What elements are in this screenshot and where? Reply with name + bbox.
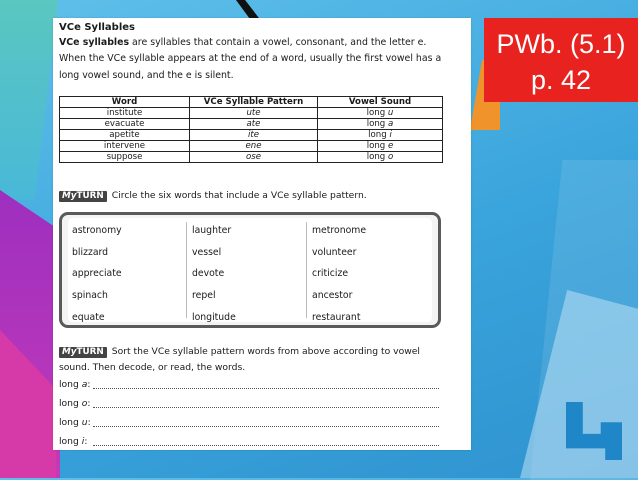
word-item[interactable]: volunteer [312,246,357,258]
table-cell-pattern: ute [190,108,318,119]
badge-line-2: p. 42 [530,65,592,95]
answer-label [59,398,90,409]
word-item[interactable]: devote [192,268,225,280]
table-cell-word: intervene [60,141,190,152]
intro-bold-term: VCe syllables [59,37,130,48]
sound-prefix: long [366,119,388,129]
table-cell-word: evacuate [60,119,190,130]
answer-label-suffix: : [87,379,91,390]
table-cell-sound [318,119,443,130]
table-row [60,141,443,152]
table-row [60,119,443,130]
sort-instruction-line1: Sort the VCe syllable pattern words from above according to vowel [111,346,420,357]
table-row [60,152,443,163]
sound-prefix: long [366,141,388,151]
answer-line-long-o[interactable] [59,397,439,411]
worksheet-page [53,18,471,450]
word-item[interactable]: laughter [192,225,232,236]
answer-label-prefix: long [59,436,82,447]
word-item[interactable]: longitude [192,311,236,323]
word-item[interactable]: ancestor [312,290,353,302]
answer-line-long-i[interactable] [59,435,439,449]
intro-line2: When the VCe syllable appears at the end of a word, usually the first vowel has a [59,53,442,65]
table-cell-pattern: ate [190,119,318,130]
sort-instruction-line2: sound. Then decode, or read, the words. [59,362,246,373]
badge-line-1: PWb. (5.1) [496,29,626,59]
answer-label-vowel: u [81,417,88,428]
table-header-word: Word [60,97,190,108]
table-cell-pattern: ene [190,141,318,152]
answer-label-prefix: long [59,398,82,409]
table-header-sound: Vowel Sound [318,97,443,108]
answer-label-suffix: : [87,417,91,428]
word-item[interactable]: appreciate [72,268,122,280]
answer-label [59,436,87,447]
table-row [60,108,443,119]
word-item[interactable]: vessel [192,246,222,258]
table-cell-sound [318,141,443,152]
answer-label-vowel: o [81,398,88,409]
sound-vowel: a [388,119,394,129]
answer-label-suffix: : [87,398,91,409]
table-cell-sound [318,108,443,119]
sound-prefix: long [366,152,388,162]
answer-write-line[interactable] [93,445,439,446]
answer-label-vowel: i [81,436,85,447]
word-item[interactable]: repel [192,290,216,302]
sound-vowel: u [387,108,394,118]
myturn-instruction-2 [59,344,459,376]
table-cell-word: suppose [60,152,190,163]
answer-label-prefix: long [59,379,82,390]
table-cell-sound [318,152,443,163]
intro-paragraph [59,35,465,84]
intro-line1: are syllables that contain a vowel, consonant, and the letter e. [129,37,427,48]
word-item[interactable]: blizzard [72,246,109,258]
worksheet-content [59,22,465,447]
table-header-pattern: VCe Syllable Pattern [190,97,318,108]
word-item[interactable]: astronomy [72,225,122,236]
answer-line-long-u[interactable] [59,416,439,430]
table-cell-word: institute [60,108,190,119]
sound-prefix: long [366,108,388,118]
word-column-1 [72,220,190,328]
word-box [59,212,441,328]
vce-table [59,96,443,163]
table-cell-word: apetite [60,130,190,141]
answer-label [59,417,91,428]
page-reference-badge [484,18,638,102]
word-item[interactable]: criticize [312,268,349,280]
table-row [60,130,443,141]
myturn-instruction-1 [59,189,367,203]
word-item[interactable]: metronome [312,225,367,236]
answer-write-line[interactable] [93,407,439,408]
myturn-badge-my: My [62,191,77,201]
decorative-teal-shape [0,0,58,200]
word-column-2 [192,220,310,328]
word-column-3 [312,220,430,328]
word-box-inner [68,218,432,322]
intro-line3: long vowel sound, and the e is silent. [59,69,234,81]
myturn-badge-turn: TURN [76,191,104,201]
table-cell-pattern: ose [190,152,318,163]
myturn-badge [59,347,107,358]
answer-line-long-a[interactable] [59,378,439,392]
answer-label-vowel: a [81,379,88,390]
myturn-badge-turn: TURN [76,347,104,357]
answer-label-prefix: long [59,417,82,428]
answer-label-suffix: : [84,436,88,447]
table-cell-pattern: ite [190,130,318,141]
myturn-badge-my: My [62,347,77,357]
answer-write-line[interactable] [93,388,439,389]
word-item[interactable]: spinach [72,290,108,302]
myturn-instruction-text: Circle the six words that include a VCe syllable pattern. [111,190,367,201]
sound-vowel: i [389,130,392,140]
worksheet-title: VCe Syllables [59,22,135,33]
table-header-row [60,97,443,108]
sound-prefix: long [368,130,390,140]
table-cell-sound [318,130,443,141]
word-item[interactable]: restaurant [312,311,361,323]
word-item[interactable]: equate [72,311,105,323]
answer-write-line[interactable] [93,426,439,427]
sound-vowel: o [388,152,394,162]
myturn-badge [59,191,107,202]
answer-label [59,379,91,390]
sound-vowel: e [387,141,394,151]
